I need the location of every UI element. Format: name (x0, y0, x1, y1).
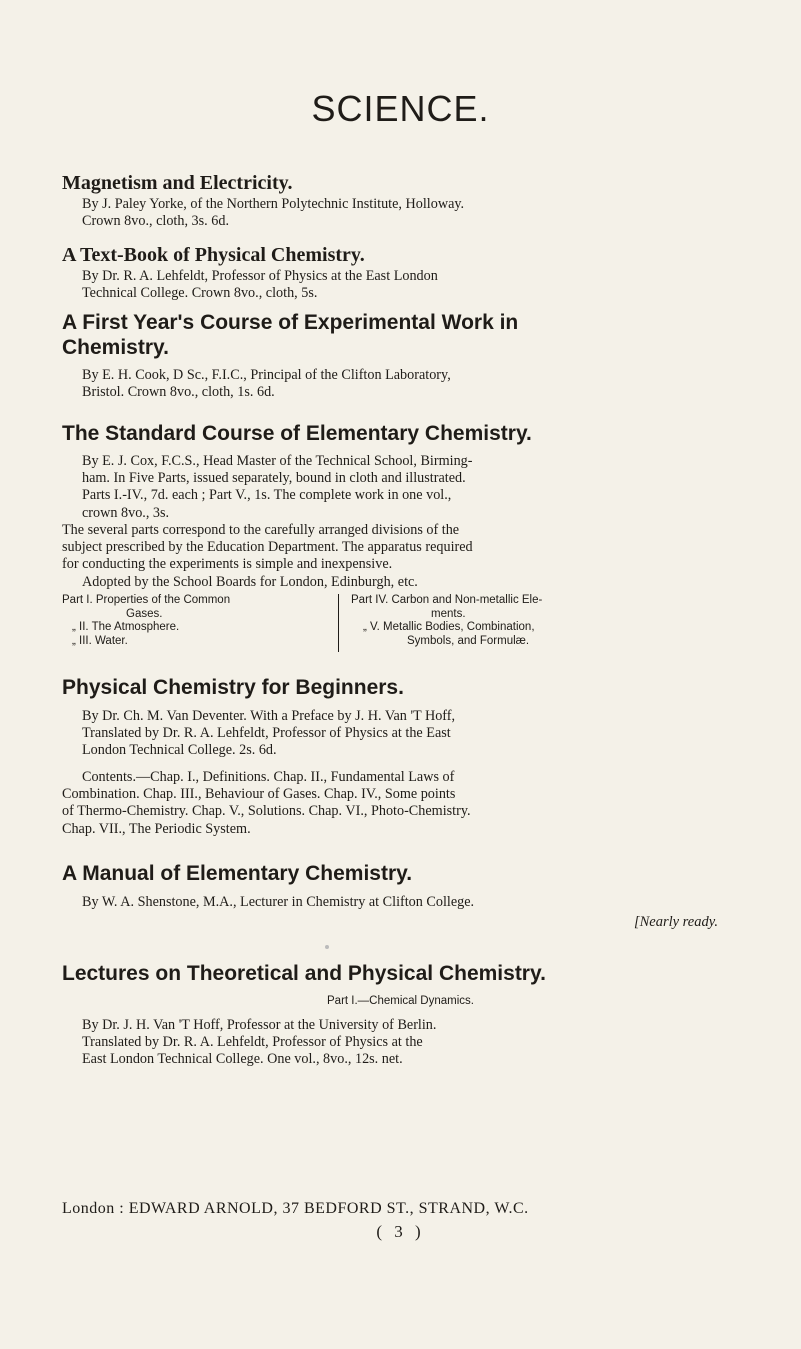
entry-text-book-body (82, 268, 718, 302)
entry-title-lectures: Lectures on Theoretical and Physical Chemistry. (62, 962, 546, 985)
text-line: The several parts correspond to the carefully arranged divisions of the (62, 522, 460, 538)
part-item: Gases. (126, 607, 163, 620)
parts-columns (62, 594, 718, 654)
text-line: By Dr. R. A. Lehfeldt, Professor of Physics at the East London (82, 268, 438, 284)
part-item: „ II. The Atmosphere. (72, 621, 180, 633)
text-line: By E. J. Cox, F.C.S., Head Master of the Technical School, Birming- (82, 453, 473, 469)
text-line: for conducting the experiments is simple and inexpensive. (62, 556, 393, 573)
entry-title-text-book: A Text-Book of Physical Chemistry. (62, 244, 365, 266)
entry-lectures-body (82, 1017, 718, 1069)
text-line: London Technical College. 2s. 6d. (82, 742, 277, 759)
entry-title-first-year (62, 310, 518, 360)
text-line: By E. H. Cook, D Sc., F.I.C., Principal of the Clifton Laboratory, (82, 367, 451, 383)
entry-title-standard-course: The Standard Course of Elementary Chemistry. (62, 422, 532, 445)
entry-standard-course-body (82, 453, 718, 522)
text-line: Translated by Dr. R. A. Lehfeldt, Professor of Physics at the (82, 1034, 423, 1051)
text-line: By J. Paley Yorke, of the Northern Polytechnic Institute, Holloway. (82, 196, 465, 212)
publisher-footer: London : EDWARD ARNOLD, 37 BEDFORD ST., STRAND, W.C. (62, 1200, 529, 1217)
text-line: By Dr. J. H. Van 'T Hoff, Professor at the University of Berlin. (82, 1017, 437, 1033)
text-line: crown 8vo., 3s. (82, 504, 170, 521)
entry-title-manual: A Manual of Elementary Chemistry. (62, 862, 413, 885)
part-item: Part IV. Carbon and Non-metallic Ele- (351, 594, 543, 606)
text-line: Technical College. Crown 8vo., cloth, 5s. (82, 285, 318, 302)
text-line: Combination. Chap. III., Behaviour of Gases. Chap. IV., Some points (62, 786, 456, 803)
text-line: By W. A. Shenstone, M.A., Lecturer in Chemistry at Clifton College. (82, 894, 475, 910)
entry-title-physical-chemistry: Physical Chemistry for Beginners. (62, 676, 404, 699)
text-line: Chap. VII., The Periodic System. (62, 820, 251, 837)
nearly-ready-note: [Nearly ready. (633, 914, 718, 930)
entry-lectures-subtitle: Part I.—Chemical Dynamics. (327, 995, 474, 1007)
text-line: Contents.—Chap. I., Definitions. Chap. II., Fundamental Laws of (82, 769, 455, 785)
entry-magnetism-body (82, 196, 718, 230)
text-line: subject prescribed by the Education Department. The apparatus required (62, 539, 473, 556)
page-title: SCIENCE. (311, 88, 490, 129)
part-item: ments. (431, 607, 466, 620)
entry-standard-course-para (62, 522, 718, 591)
part-item: Part I. Properties of the Common (62, 594, 231, 606)
part-item: „ V. Metallic Bodies, Combination, (363, 621, 535, 633)
parts-right-column (338, 594, 731, 652)
text-line: Crown 8vo., cloth, 3s. 6d. (82, 213, 229, 230)
title-line: Chemistry. (62, 336, 169, 359)
text-line: Translated by Dr. R. A. Lehfeldt, Professor of Physics at the East (82, 725, 451, 742)
parts-left-column (62, 594, 324, 648)
part-item: „ III. Water. (72, 634, 128, 647)
text-line: of Thermo-Chemistry. Chap. V., Solutions. Chap. VI., Photo-Chemistry. (62, 803, 471, 820)
entry-first-year-body (82, 367, 718, 401)
text-line: East London Technical College. One vol., 8vo., 12s. net. (82, 1051, 403, 1068)
part-item: Symbols, and Formulæ. (407, 634, 530, 647)
text-line: Adopted by the School Boards for London, Edinburgh, etc. (82, 573, 418, 590)
text-line: Parts I.-IV., 7d. each ; Part V., 1s. The complete work in one vol., (82, 487, 452, 504)
text-line: ham. In Five Parts, issued separately, bound in cloth and illustrated. (82, 470, 466, 487)
title-line: A First Year's Course of Experimental Work in (62, 311, 519, 334)
entry-physical-chemistry-contents (62, 769, 718, 838)
text-line: Bristol. Crown 8vo., cloth, 1s. 6d. (82, 384, 275, 401)
text-line: By Dr. Ch. M. Van Deventer. With a Preface by J. H. Van 'T Hoff, (82, 708, 456, 724)
print-speck (325, 945, 329, 949)
entry-physical-chemistry-body (82, 708, 718, 760)
entry-title-magnetism: Magnetism and Electricity. (62, 172, 293, 194)
entry-manual-body (82, 894, 718, 911)
page-number: ( 3 ) (376, 1222, 425, 1241)
